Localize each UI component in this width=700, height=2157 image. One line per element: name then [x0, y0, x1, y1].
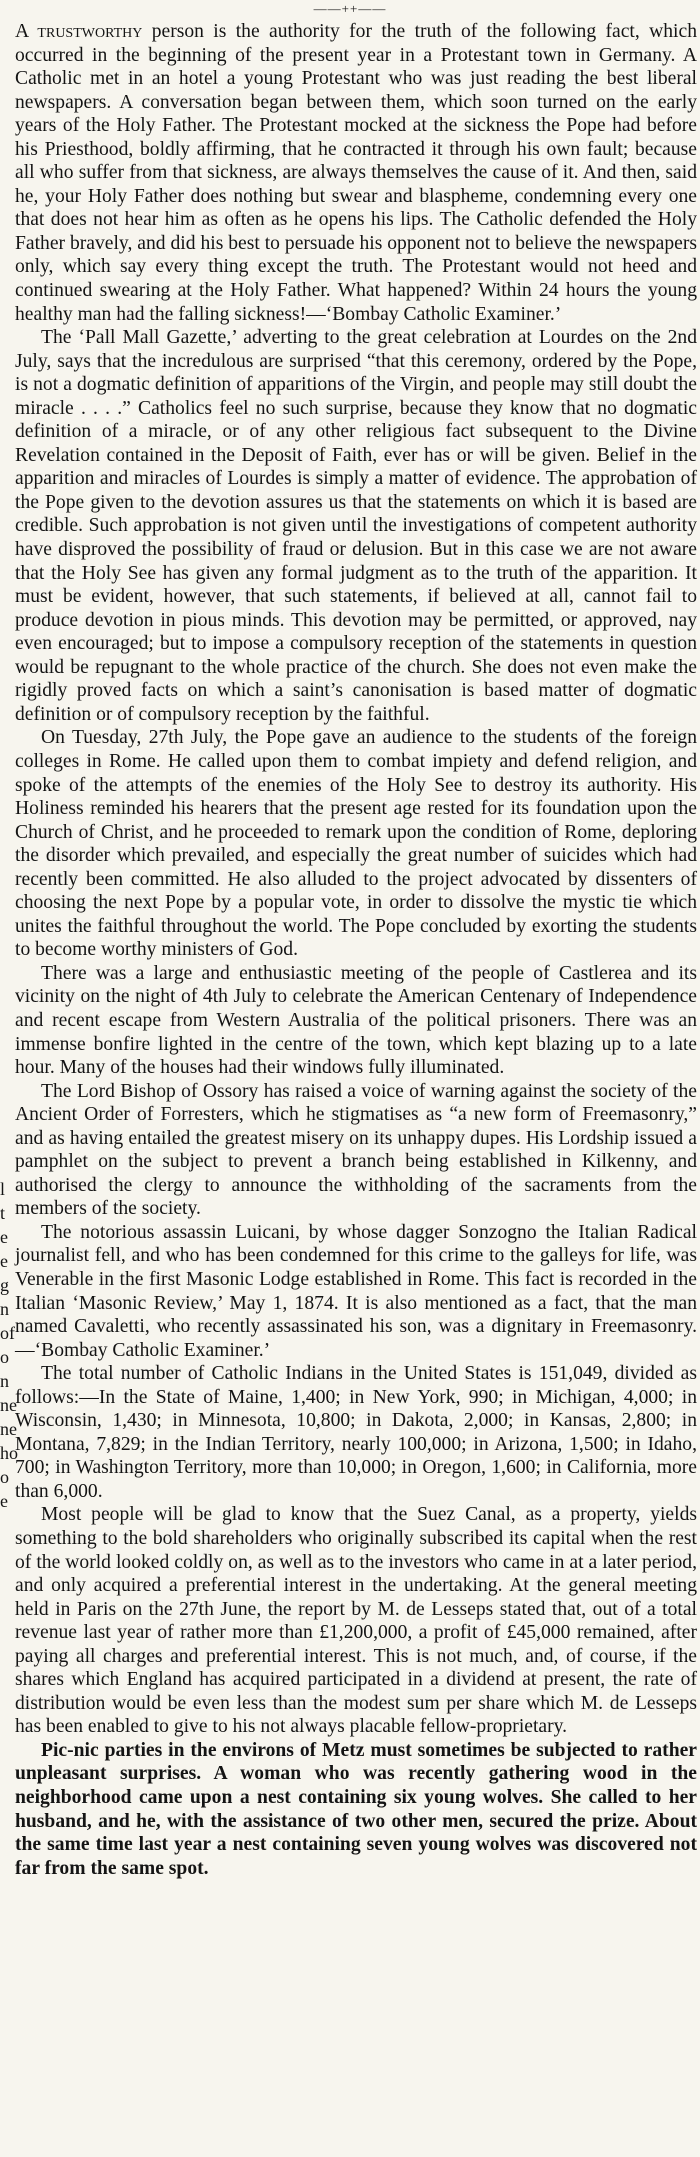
margin-fragment: e — [0, 1251, 8, 1271]
margin-fragment: t — [0, 1203, 6, 1223]
margin-fragment: l — [0, 1179, 6, 1199]
margin-fragment: g — [0, 1275, 9, 1295]
paragraph-catholic-indians: The total number of Catholic Indians in the United States is 151,049, divided as follows:—In the State of Maine, 1,400; in New York, 990; in Michigan, 4,000; in Wisconsin, 1,430; in Minnesota, 10,800; in Dakota, 2,000; in Kansas, 2,800; in Montana, 7,829; in the Indian Territory, nearly 100,000; in Arizona, 1,500; in Idaho, 700; in Washington Territory, more than 10,000; in Oregon, 1,600; in California, more than 6,000. — [15, 1363, 697, 1502]
paragraph-ossory: The Lord Bishop of Ossory has raised a voice of warning against the society of the Ancient Order of Forresters, which he stigmatises as “a new form of Freemasonry,” and as having entailed the greatest misery on its unhappy dupes. His Lordship issued a pamphlet on the subject to prevent a branch being established in Kilkenny, and authorised the clergy to announce the withholding of the sacraments from the members of the society. — [15, 1080, 697, 1220]
paragraph-metz-wolves: Pic-nic parties in the environs of Metz must sometimes be subjected to rather unpleasant surprises. A woman who was recently gathering wood in the neighborhood came upon a nest containing six young wolves. She called to her husband, and he, with the assistance of two other men, secured the prize. About the same time last year a nest containing seven young wolves was discovered not far from the same spot. — [15, 1739, 697, 1879]
margin-fragment: n — [0, 1299, 9, 1319]
margin-fragment: o — [0, 1347, 9, 1367]
header-ornament: ——++—— — [313, 1, 387, 16]
margin-fragment: e — [0, 1227, 8, 1247]
paragraph-pope-audience: On Tuesday, 27th July, the Pope gave an audience to the students of the foreign colleges in Rome. He called upon them to combat impiety and defend religion, and spoke of the attempts of the enemies of the Holy See to destroy its authority. His Holiness reminded his hearers that the present age rested for its foundation upon the Church of Christ, and he proceeded to remark upon the condition of Rome, deploring the disorder which prevailed, and especially the great number of suicides which had recently been committed. He also alluded to the project advocated by dissenters of choosing the next Pope by a popular vote, in order to dissolve the mystic tie which unites the faithful throughout the world. The Pope concluded by exorting the students to become worthy ministers of God. — [15, 727, 697, 961]
margin-fragment: n — [0, 1371, 9, 1391]
paragraph-lourdes: The ‘Pall Mall Gazette,’ adverting to the great celebration at Lourdes on the 2nd July, says that the incredulous are surprised “that this ceremony, ordered by the Pope, is not a dogmatic definition of apparitions of the Virgin, and people may still doubt the miracle . . . .” Catholics feel no such surprise, because they know that no dogmatic definition of a miracle, or of any other religious fact subsequent to the Divine Revelation contained in the Deposit of Faith, ever has or will be given. Belief in the apparition and miracles of Lourdes is simply a matter of evidence. The approbation of the Pope given to the devotion assures us that the statements on which it is based are credible. Such approbation is not given until the investigations of competent authority have disproved the possibility of fraud or delusion. But in this case we are not aware that the Holy See has given any formal judgment as to the truth of the apparition. It must be evident, however, that such statements, if believed at all, cannot fail to produce devotion in pious minds. This devotion may be permitted, or approved, nay even encouraged; but to impose a compulsory reception of the statements in question would be repugnant to the whole practice of the church. She does not even make the rigidly proved facts on which a saint’s canonisation is based matter of dogmatic definition or of compulsory reception by the faithful. — [15, 327, 697, 725]
left-margin-fragments — [0, 1178, 18, 1514]
paragraph-text: person is the authority for the truth of the following fact, which occurred in the beginning of the present year in a Protestant town in Germany. A Catholic met in an hotel a young Protestant who was just reading the best liberal newspapers. A conversation began between them, which soon turned on the early years of the Holy Father. The Protestant mocked at the sickness the Pope had before his Priesthood, boldly affirming, that he contracted it through his own fault; because all who suffer from that sickness, are always themselves the cause of it. And then, said he, your Holy Father does nothing but swear and blaspheme, condemning every one that does not hear him as often as he opens his lips. The Catholic defended the Holy Father bravely, and did his best to persuade his opponent not to believe the newspapers only, which say every thing except the truth. The Protestant would not heed and continued swearing at the Holy Father. What happened? Within 24 hours the young healthy man had the falling sickness!—‘Bombay Catholic Examiner.’ — [15, 21, 697, 325]
margin-fragment: of — [0, 1323, 15, 1343]
margin-fragment: o — [0, 1467, 9, 1487]
margin-fragment: ho — [0, 1443, 18, 1463]
paragraph-lead: A trustworthy — [15, 21, 143, 42]
paragraph-castlerea: There was a large and enthusiastic meeting of the people of Castlerea and its vicinity on the night of 4th July to celebrate the American Centenary of Independence and recent escape from Western Australia of the political prisoners. There was an immense bonfire lighted in the centre of the town, which kept blazing up to a late hour. Many of the houses had their windows fully illuminated. — [15, 962, 697, 1079]
paragraph-suez-canal: Most people will be glad to know that the Suez Canal, as a property, yields something to the bold shareholders who originally subscribed its capital when the rest of the world looked coldly on, as well as to the investors who came in at a later period, and only acquired a preferential interest in the undertaking. At the general meeting held in Paris on the 27th June, the report by M. de Lesseps stated that, out of a total revenue last year of rather more than £1,200,000, a profit of £45,000 remained, after paying all charges and preferential interest. This is not much, and, of course, if the shares which England has acquired participated in a dividend at present, the rate of distribution would be even less than the modest sum per share which M. de Lesseps has been enabled to give to his not always placable fellow-proprietary. — [15, 1504, 697, 1738]
paragraph-protestant-anecdote — [15, 20, 697, 326]
margin-fragment: e — [0, 1491, 8, 1511]
margin-fragment: ne — [0, 1419, 17, 1439]
margin-fragment: ne — [0, 1395, 17, 1415]
paragraph-luicani: The notorious assassin Luicani, by whose dagger Sonzogno the Italian Radical journalist fell, and who has been condemned for this crime to the galleys for life, was Venerable in the first Masonic Lodge established in Rome. This fact is recorded in the Italian ‘Masonic Review,’ May 1, 1874. It is also mentioned as a fact, that the man named Cavaletti, who recently assassinated his son, was a dignitary in Freemasonry.—‘Bombay Catholic Examiner.’ — [15, 1221, 697, 1361]
article-column — [15, 20, 697, 1880]
